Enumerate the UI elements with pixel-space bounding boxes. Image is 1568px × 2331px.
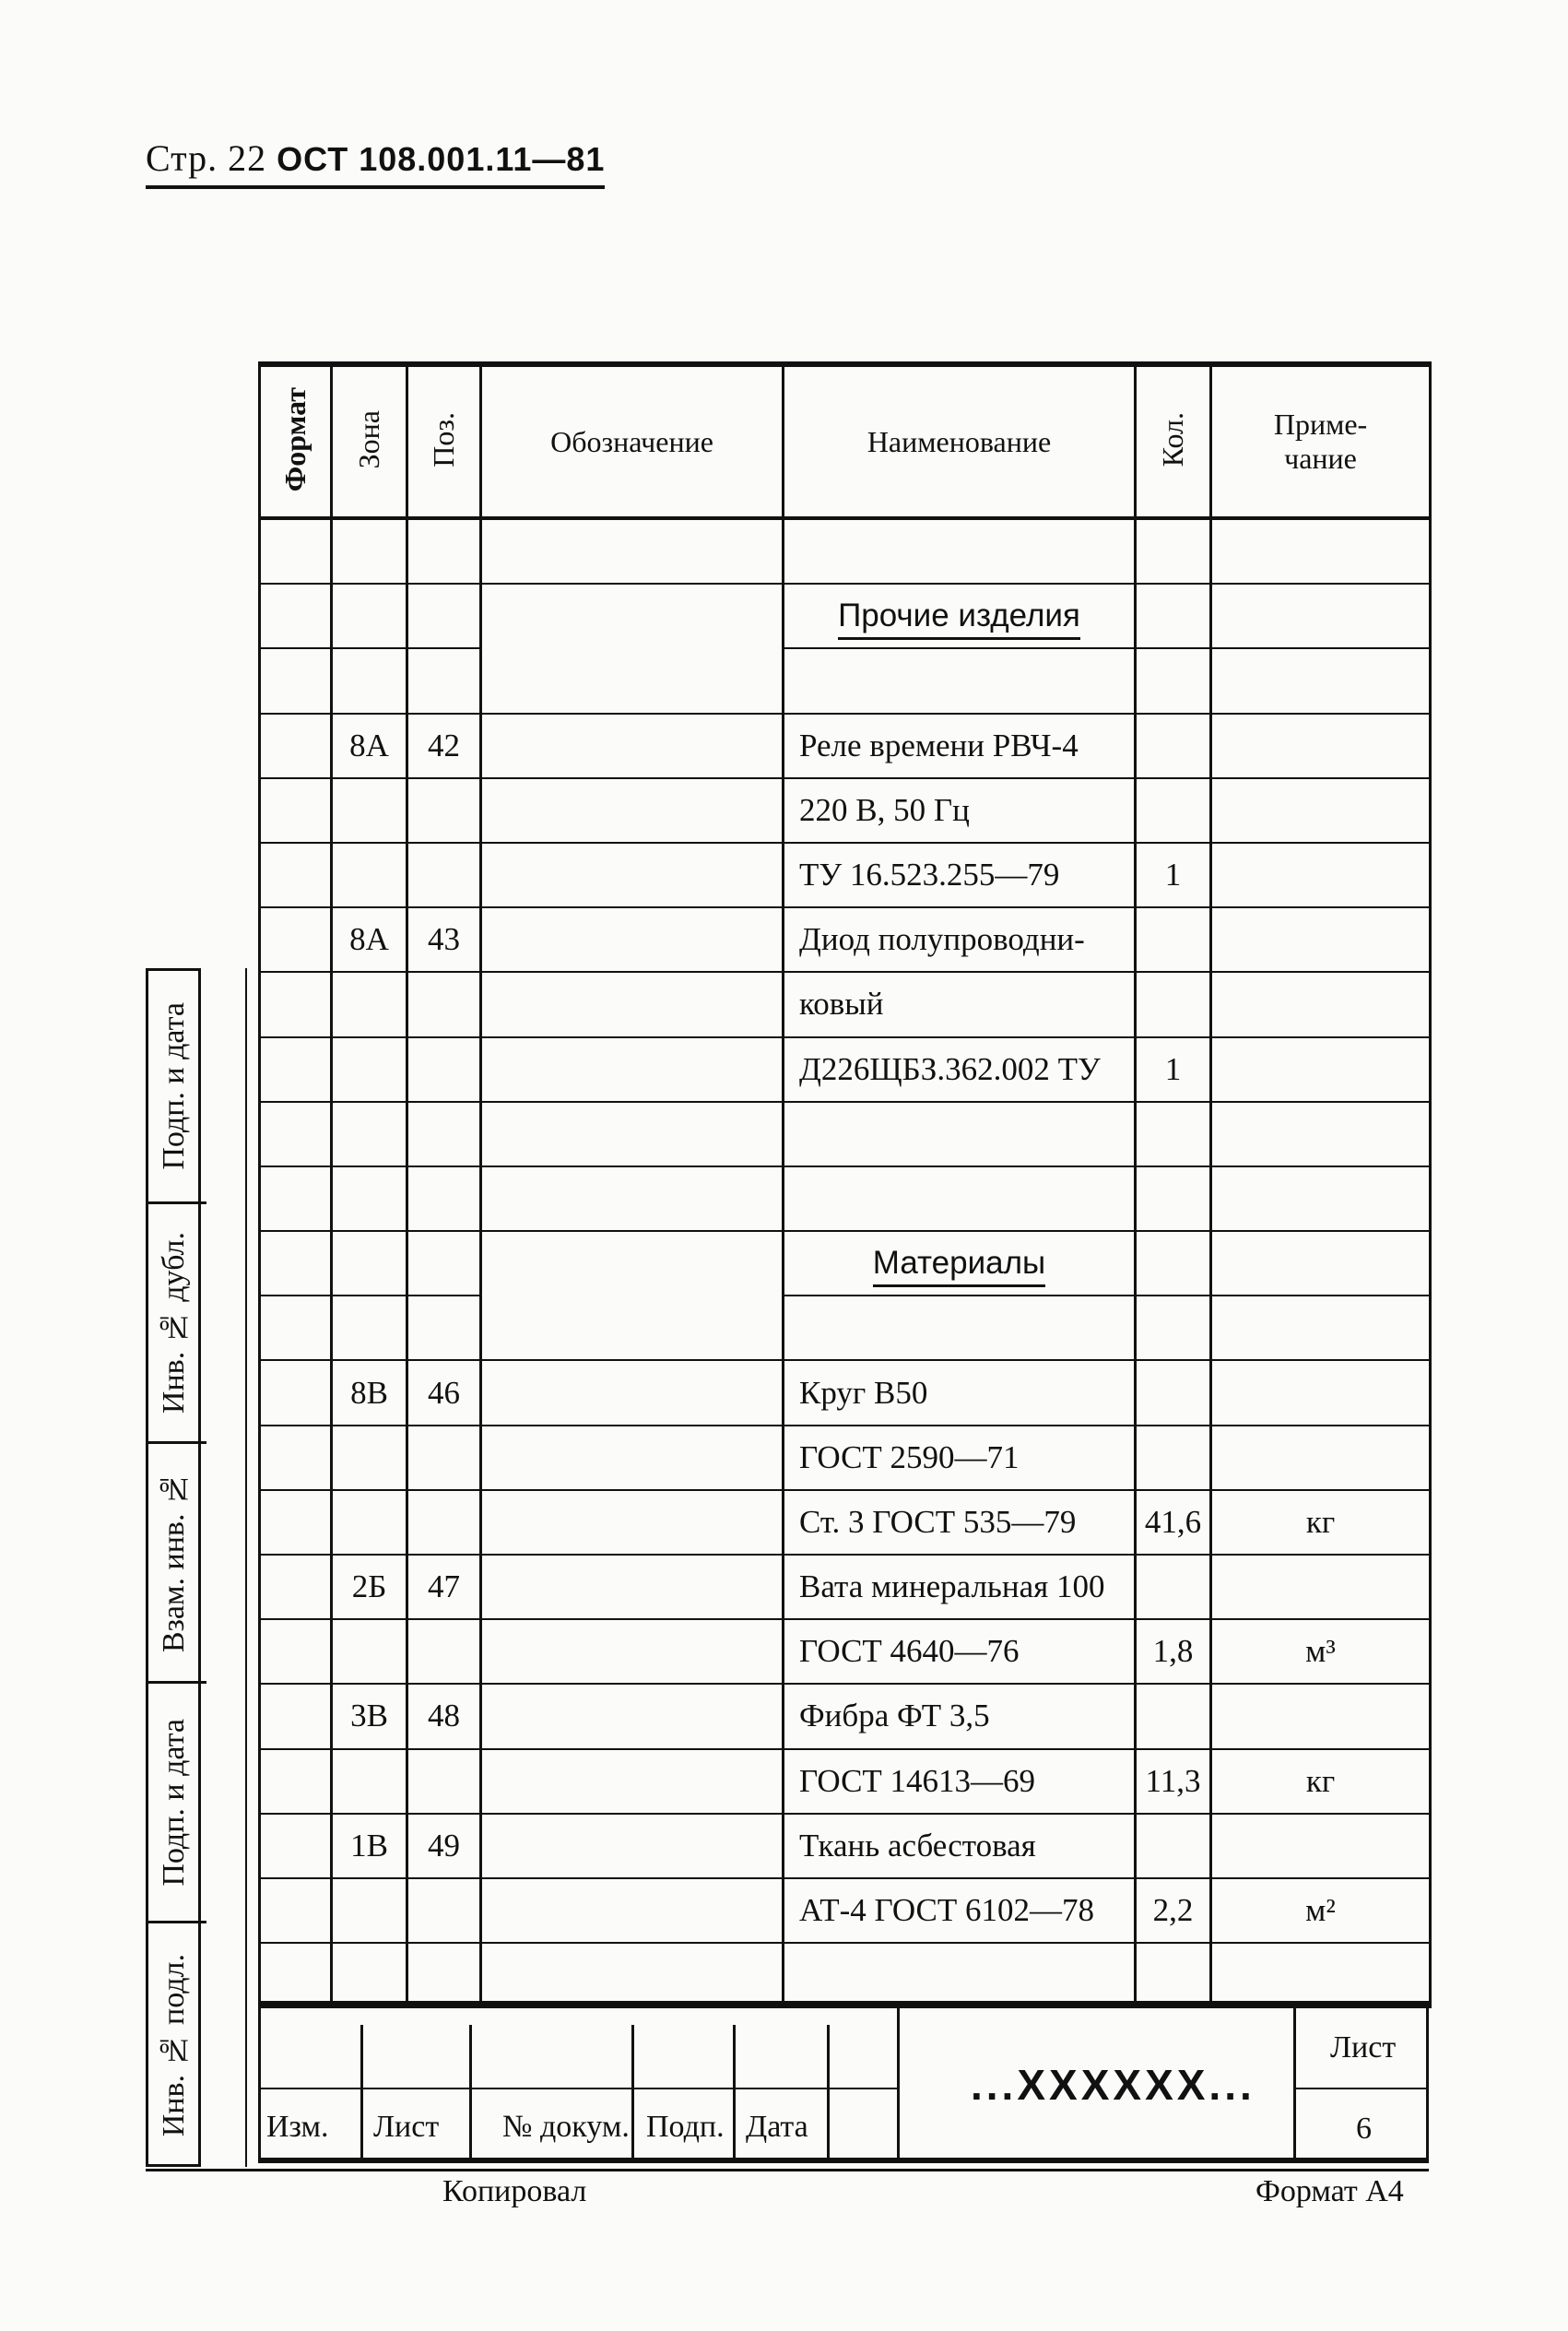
cell-note: кг <box>1211 1490 1431 1555</box>
cell-zone <box>332 1102 407 1166</box>
cell-qty: 2,2 <box>1136 1878 1211 1943</box>
cell-name: Реле времени РВЧ-4 <box>784 714 1136 778</box>
cell-designation <box>481 1684 784 1748</box>
cell-zone: 3В <box>332 1684 407 1748</box>
cell-format <box>260 972 332 1036</box>
table-body <box>260 518 1431 2007</box>
cell-pos <box>407 518 481 584</box>
page-label: Стр. 22 <box>146 137 267 179</box>
cell-name <box>784 1943 1136 2007</box>
cell-qty <box>1136 778 1211 843</box>
cell-note <box>1211 972 1431 1036</box>
cell-pos <box>407 1490 481 1555</box>
cell-format <box>260 778 332 843</box>
cell-zone <box>332 1878 407 1943</box>
doc-number-label: № докум. <box>502 2110 630 2144</box>
col-note: Приме- чание <box>1211 364 1431 518</box>
cell-format <box>260 1814 332 1878</box>
cell-zone <box>332 972 407 1036</box>
date-label: Дата <box>746 2110 808 2144</box>
table-row <box>260 1296 1431 1360</box>
cell-zone <box>332 1296 407 1360</box>
cell-qty <box>1136 1102 1211 1166</box>
title-block <box>258 2001 1429 2163</box>
copied-label: Копировал <box>442 2174 587 2208</box>
cell-designation <box>481 1619 784 1684</box>
cell-zone <box>332 843 407 907</box>
cell-zone <box>332 1619 407 1684</box>
format-label: Формат А4 <box>1256 2174 1404 2208</box>
cell-name <box>784 584 1136 648</box>
cell-note <box>1211 1296 1431 1360</box>
section-row <box>260 1231 1431 1296</box>
cell-zone <box>332 778 407 843</box>
table-row <box>260 778 1431 843</box>
cell-designation <box>481 1360 784 1425</box>
cell-note <box>1211 1555 1431 1619</box>
cell-zone <box>332 1943 407 2007</box>
table-row <box>260 714 1431 778</box>
cell-name: АТ-4 ГОСТ 6102—78 <box>784 1878 1136 1943</box>
table-row <box>260 1749 1431 1814</box>
cell-qty <box>1136 907 1211 972</box>
cell-designation <box>481 1166 784 1231</box>
cell-note <box>1211 1360 1431 1425</box>
cell-designation <box>481 1943 784 2007</box>
table-row <box>260 518 1431 584</box>
cell-designation <box>481 1749 784 1814</box>
table-row <box>260 1360 1431 1425</box>
cell-format <box>260 1684 332 1748</box>
side-field-2: Инв. № дубл. <box>157 1231 191 1414</box>
cell-designation <box>481 714 784 778</box>
cell-qty <box>1136 648 1211 713</box>
cell-name: Диод полупроводни- <box>784 907 1136 972</box>
cell-format <box>260 714 332 778</box>
cell-qty <box>1136 1360 1211 1425</box>
cell-note <box>1211 648 1431 713</box>
cell-note <box>1211 1943 1431 2007</box>
table-row <box>260 1814 1431 1878</box>
cell-qty: 41,6 <box>1136 1490 1211 1555</box>
cell-zone <box>332 518 407 584</box>
cell-pos: 46 <box>407 1360 481 1425</box>
cell-qty <box>1136 1943 1211 2007</box>
cell-name: ГОСТ 2590—71 <box>784 1426 1136 1490</box>
cell-designation <box>481 843 784 907</box>
section-title: Материалы <box>873 1245 1045 1287</box>
cell-format <box>260 907 332 972</box>
cell-pos <box>407 1619 481 1684</box>
table-row <box>260 1878 1431 1943</box>
cell-name: Вата минеральная 100 <box>784 1555 1136 1619</box>
cell-format <box>260 1555 332 1619</box>
cell-zone <box>332 1037 407 1102</box>
cell-pos <box>407 1943 481 2007</box>
cell-qty <box>1136 1555 1211 1619</box>
side-field-1: Подп. и дата <box>157 1002 191 1170</box>
table-row <box>260 843 1431 907</box>
cell-note <box>1211 1426 1431 1490</box>
cell-name <box>784 648 1136 713</box>
cell-zone <box>332 1490 407 1555</box>
cell-designation <box>481 1231 784 1296</box>
table-row <box>260 1684 1431 1748</box>
sheet-label: Лист <box>1330 2030 1397 2065</box>
cell-format <box>260 1102 332 1166</box>
table-row <box>260 1166 1431 1231</box>
cell-qty <box>1136 1166 1211 1231</box>
cell-designation <box>481 907 784 972</box>
table-row <box>260 648 1431 713</box>
cell-name: ТУ 16.523.255—79 <box>784 843 1136 907</box>
cell-pos <box>407 1878 481 1943</box>
cell-designation <box>481 1490 784 1555</box>
cell-name: Фибра ФТ 3,5 <box>784 1684 1136 1748</box>
cell-note <box>1211 1037 1431 1102</box>
cell-format <box>260 1231 332 1296</box>
cell-note <box>1211 1684 1431 1748</box>
cell-zone: 2Б <box>332 1555 407 1619</box>
cell-note <box>1211 843 1431 907</box>
table-row <box>260 1037 1431 1102</box>
cell-pos: 47 <box>407 1555 481 1619</box>
cell-name: 220 В, 50 Гц <box>784 778 1136 843</box>
cell-pos <box>407 972 481 1036</box>
cell-name <box>784 1166 1136 1231</box>
cell-name <box>784 1296 1136 1360</box>
col-qty: Кол. <box>1136 364 1211 518</box>
side-strip <box>146 968 201 2167</box>
cell-zone <box>332 1166 407 1231</box>
cell-name: Д226ЩБЗ.362.002 ТУ <box>784 1037 1136 1102</box>
footer-rule <box>146 2169 1429 2171</box>
cell-zone <box>332 648 407 713</box>
cell-qty <box>1136 1231 1211 1296</box>
cell-pos: 49 <box>407 1814 481 1878</box>
cell-note <box>1211 907 1431 972</box>
cell-name: Ткань асбестовая <box>784 1814 1136 1878</box>
cell-pos <box>407 1426 481 1490</box>
cell-qty <box>1136 518 1211 584</box>
cell-designation <box>481 1296 784 1360</box>
cell-qty <box>1136 1814 1211 1878</box>
col-designation: Обозначение <box>481 364 784 518</box>
cell-pos: 43 <box>407 907 481 972</box>
cell-note <box>1211 1166 1431 1231</box>
cell-format <box>260 584 332 648</box>
cell-zone: 8А <box>332 714 407 778</box>
cell-pos <box>407 648 481 713</box>
col-zone: Зона <box>332 364 407 518</box>
cell-designation <box>481 1878 784 1943</box>
side-field-5: Инв. № подл. <box>157 1953 191 2137</box>
page-header <box>146 136 605 189</box>
cell-name: Ст. 3 ГОСТ 535—79 <box>784 1490 1136 1555</box>
table-row <box>260 1490 1431 1555</box>
cell-zone <box>332 1231 407 1296</box>
cell-pos <box>407 584 481 648</box>
cell-qty <box>1136 972 1211 1036</box>
cell-name: ГОСТ 4640—76 <box>784 1619 1136 1684</box>
side-strip-blank <box>201 968 247 2167</box>
col-name: Наименование <box>784 364 1136 518</box>
cell-name: Круг В50 <box>784 1360 1136 1425</box>
cell-zone <box>332 1749 407 1814</box>
cell-pos <box>407 778 481 843</box>
table-row <box>260 1555 1431 1619</box>
signature-label: Подп. <box>646 2110 725 2144</box>
cell-format <box>260 1296 332 1360</box>
cell-designation <box>481 1102 784 1166</box>
cell-zone: 8А <box>332 907 407 972</box>
cell-format <box>260 1749 332 1814</box>
cell-qty <box>1136 1296 1211 1360</box>
side-field-4: Подп. и дата <box>157 1718 191 1887</box>
cell-note: м³ <box>1211 1619 1431 1684</box>
cell-qty <box>1136 714 1211 778</box>
col-pos: Поз. <box>407 364 481 518</box>
table-row <box>260 972 1431 1036</box>
table-row <box>260 1102 1431 1166</box>
col-format: Формат <box>260 364 332 518</box>
cell-format <box>260 1490 332 1555</box>
cell-name <box>784 1231 1136 1296</box>
cell-designation <box>481 1037 784 1102</box>
cell-note <box>1211 1102 1431 1166</box>
cell-format <box>260 518 332 584</box>
cell-pos <box>407 843 481 907</box>
cell-note: м² <box>1211 1878 1431 1943</box>
cell-qty <box>1136 584 1211 648</box>
cell-designation <box>481 1814 784 1878</box>
cell-pos <box>407 1037 481 1102</box>
cell-qty <box>1136 1426 1211 1490</box>
table-row <box>260 1619 1431 1684</box>
table-row <box>260 1426 1431 1490</box>
side-field-3: Взам. инв. № <box>157 1472 191 1653</box>
sheet-number: 6 <box>1356 2112 1372 2146</box>
cell-note <box>1211 1231 1431 1296</box>
specification-table <box>258 361 1432 2008</box>
cell-name <box>784 518 1136 584</box>
section-row <box>260 584 1431 648</box>
cell-zone <box>332 584 407 648</box>
cell-name: ГОСТ 14613—69 <box>784 1749 1136 1814</box>
cell-note: кг <box>1211 1749 1431 1814</box>
cell-designation <box>481 648 784 713</box>
cell-designation <box>481 972 784 1036</box>
cell-qty: 11,3 <box>1136 1749 1211 1814</box>
cell-pos <box>407 1749 481 1814</box>
cell-note <box>1211 778 1431 843</box>
cell-zone: 1В <box>332 1814 407 1878</box>
cell-format <box>260 1360 332 1425</box>
cell-qty <box>1136 1684 1211 1748</box>
cell-zone <box>332 1426 407 1490</box>
cell-format <box>260 1943 332 2007</box>
cell-note <box>1211 1814 1431 1878</box>
cell-designation <box>481 584 784 648</box>
cell-designation <box>481 518 784 584</box>
standard-number: ОСТ 108.001.11—81 <box>277 140 606 178</box>
cell-format <box>260 1619 332 1684</box>
cell-pos: 42 <box>407 714 481 778</box>
cell-qty: 1,8 <box>1136 1619 1211 1684</box>
cell-note <box>1211 518 1431 584</box>
cell-pos <box>407 1102 481 1166</box>
cell-format <box>260 1878 332 1943</box>
cell-note <box>1211 584 1431 648</box>
table-row <box>260 907 1431 972</box>
cell-note <box>1211 714 1431 778</box>
cell-name: ковый <box>784 972 1136 1036</box>
cell-format <box>260 648 332 713</box>
cell-pos <box>407 1166 481 1231</box>
cell-format <box>260 843 332 907</box>
cell-pos <box>407 1231 481 1296</box>
table-row <box>260 1943 1431 2007</box>
cell-name <box>784 1102 1136 1166</box>
document-code: ...XXXXXX... <box>971 2061 1256 2109</box>
section-title: Прочие изделия <box>838 598 1080 640</box>
cell-qty: 1 <box>1136 1037 1211 1102</box>
cell-pos: 48 <box>407 1684 481 1748</box>
cell-designation <box>481 778 784 843</box>
izm-label: Изм. <box>266 2110 329 2144</box>
cell-zone: 8В <box>332 1360 407 1425</box>
cell-format <box>260 1037 332 1102</box>
list-label: Лист <box>373 2110 440 2144</box>
cell-designation <box>481 1555 784 1619</box>
cell-qty: 1 <box>1136 843 1211 907</box>
table-header-row <box>260 364 1431 518</box>
cell-format <box>260 1426 332 1490</box>
cell-designation <box>481 1426 784 1490</box>
cell-format <box>260 1166 332 1231</box>
cell-pos <box>407 1296 481 1360</box>
